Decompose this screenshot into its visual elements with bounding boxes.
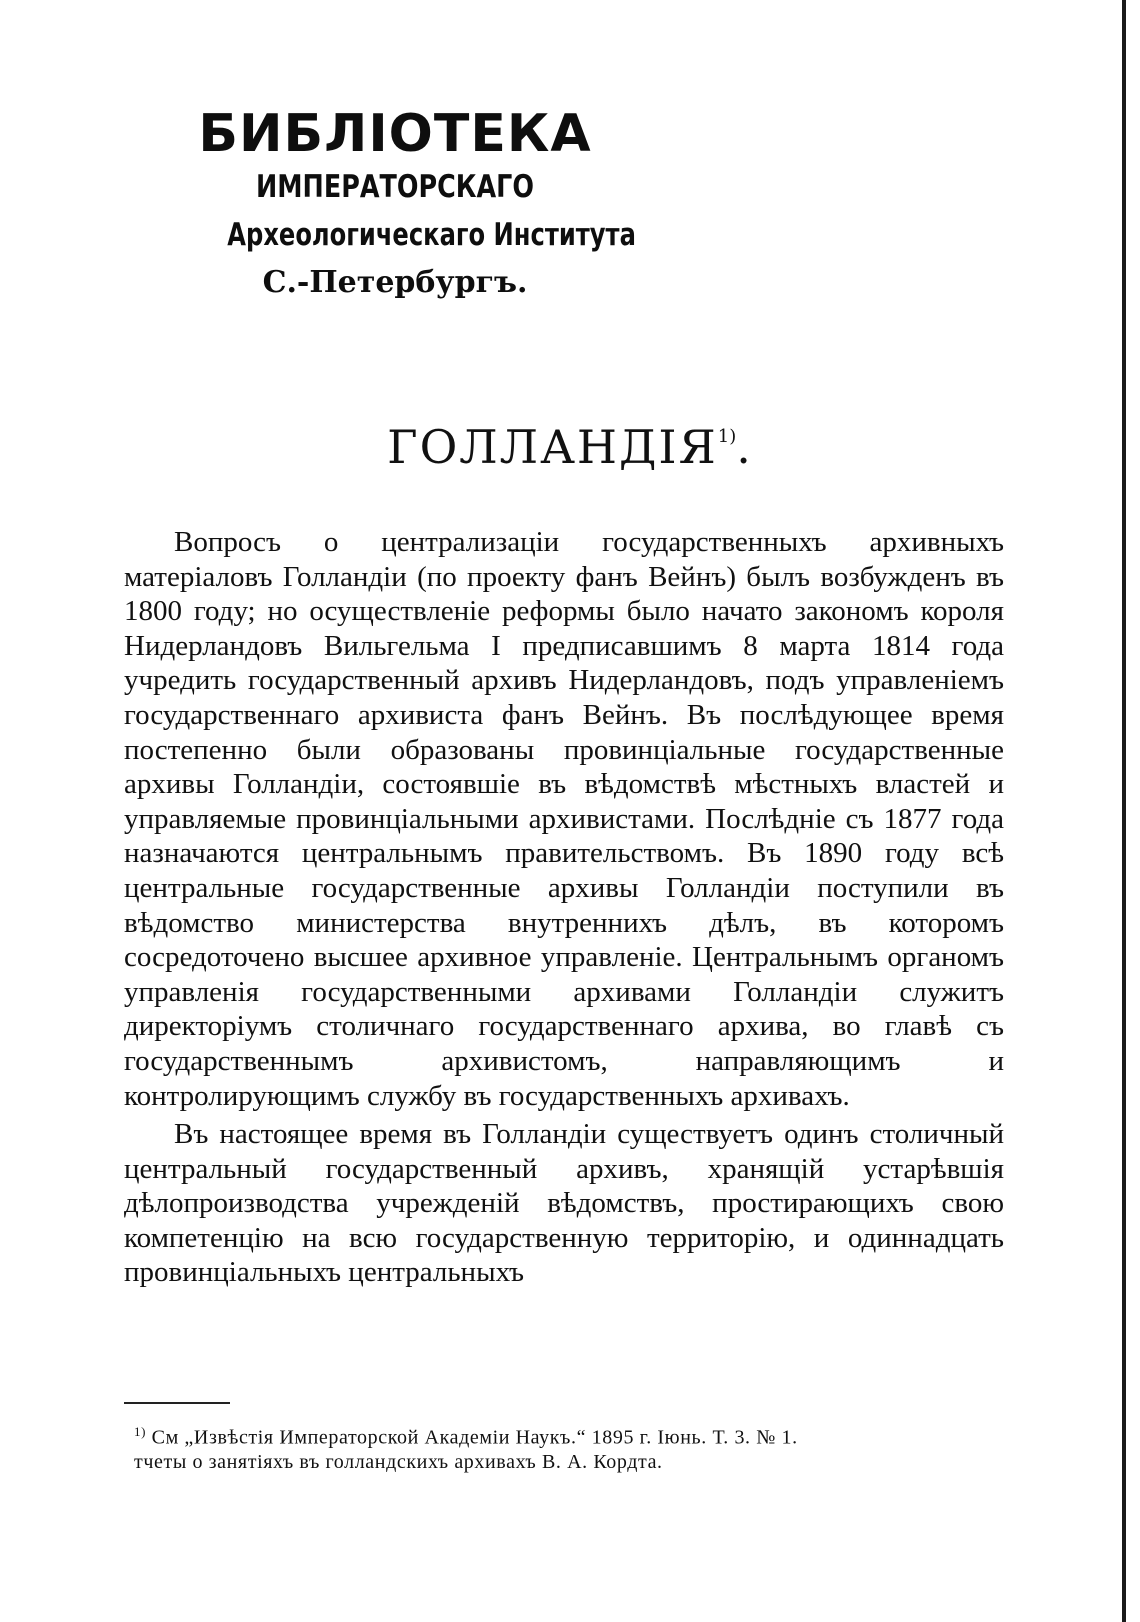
- footnote-mark: 1): [134, 1424, 147, 1439]
- footnote-divider: [124, 1402, 230, 1404]
- footnote-line-1: [134, 1420, 1006, 1450]
- footnote-line-2: тчеты о занятіяхъ въ голландскихъ архивахъ В. А. Кордта.: [134, 1450, 663, 1473]
- chapter-title: [0, 420, 1140, 474]
- stamp-line-city: С.-Петербургъ.: [262, 265, 528, 300]
- paragraph: Въ настоящее время въ Голландіи существуетъ одинъ столичный центральный государственный архивъ, хранящій устарѣвшія дѣлопроизводства учрежденій вѣдомствъ, простирающихъ свою компетенцію на всю государственную территорію, и одиннадцать провинціальныхъ центральныхъ: [124, 1118, 1004, 1289]
- title-period: .: [736, 420, 753, 474]
- chapter-title-text: ГОЛЛАНДІЯ: [387, 420, 718, 474]
- stamp-line-library: БИБЛІОТЕКА: [198, 104, 592, 164]
- stamp-line-institute: Археологическаго Института: [227, 217, 636, 253]
- title-footnote-mark: 1): [717, 426, 737, 447]
- page-edge-border: [1122, 0, 1126, 1622]
- library-stamp: [180, 104, 636, 306]
- main-text: [124, 525, 1004, 1290]
- footnote-citation: См „Извѣстія Императорской Академіи Наукъ.“ 1895 г. Іюнь. Т. 3. № 1.: [151, 1426, 798, 1449]
- footnote: [134, 1420, 1006, 1474]
- stamp-line-imperial: ИМПЕРАТОРСКАГО: [255, 169, 535, 205]
- paragraph: Вопросъ о централизаціи государственныхъ архивныхъ матеріаловъ Голландіи (по проекту фанъ Вейнъ) былъ возбужденъ въ 1800 году; но осуществленіе реформы было начато закономъ короля Нидерландовъ Вильгельма I предписавшимъ 8 марта 1814 года учредить государственный архивъ Нидерландовъ, подъ управленіемъ государственнаго архивиста фанъ Вейнъ. Въ послѣдующее время постепенно были образованы провинціальные государственные архивы Голландіи, состоявшіе въ вѣдомствѣ мѣстныхъ властей и управляемые провинціальными архивистами. Послѣдніе съ 1877 года назначаются центральнымъ правительствомъ. Въ 1890 году всѣ центральные государственные архивы Голландіи поступили въ вѣдомство министерства внутреннихъ дѣлъ, въ которомъ сосредоточено высшее архивное управленіе. Центральнымъ органомъ управленія государственными архивами Голландіи служитъ директоріумъ столичнаго государственнаго архива, во главѣ съ государственнымъ архивистомъ, направляющимъ и контролирующимъ службу въ государственныхъ архивахъ.: [124, 526, 1004, 1112]
